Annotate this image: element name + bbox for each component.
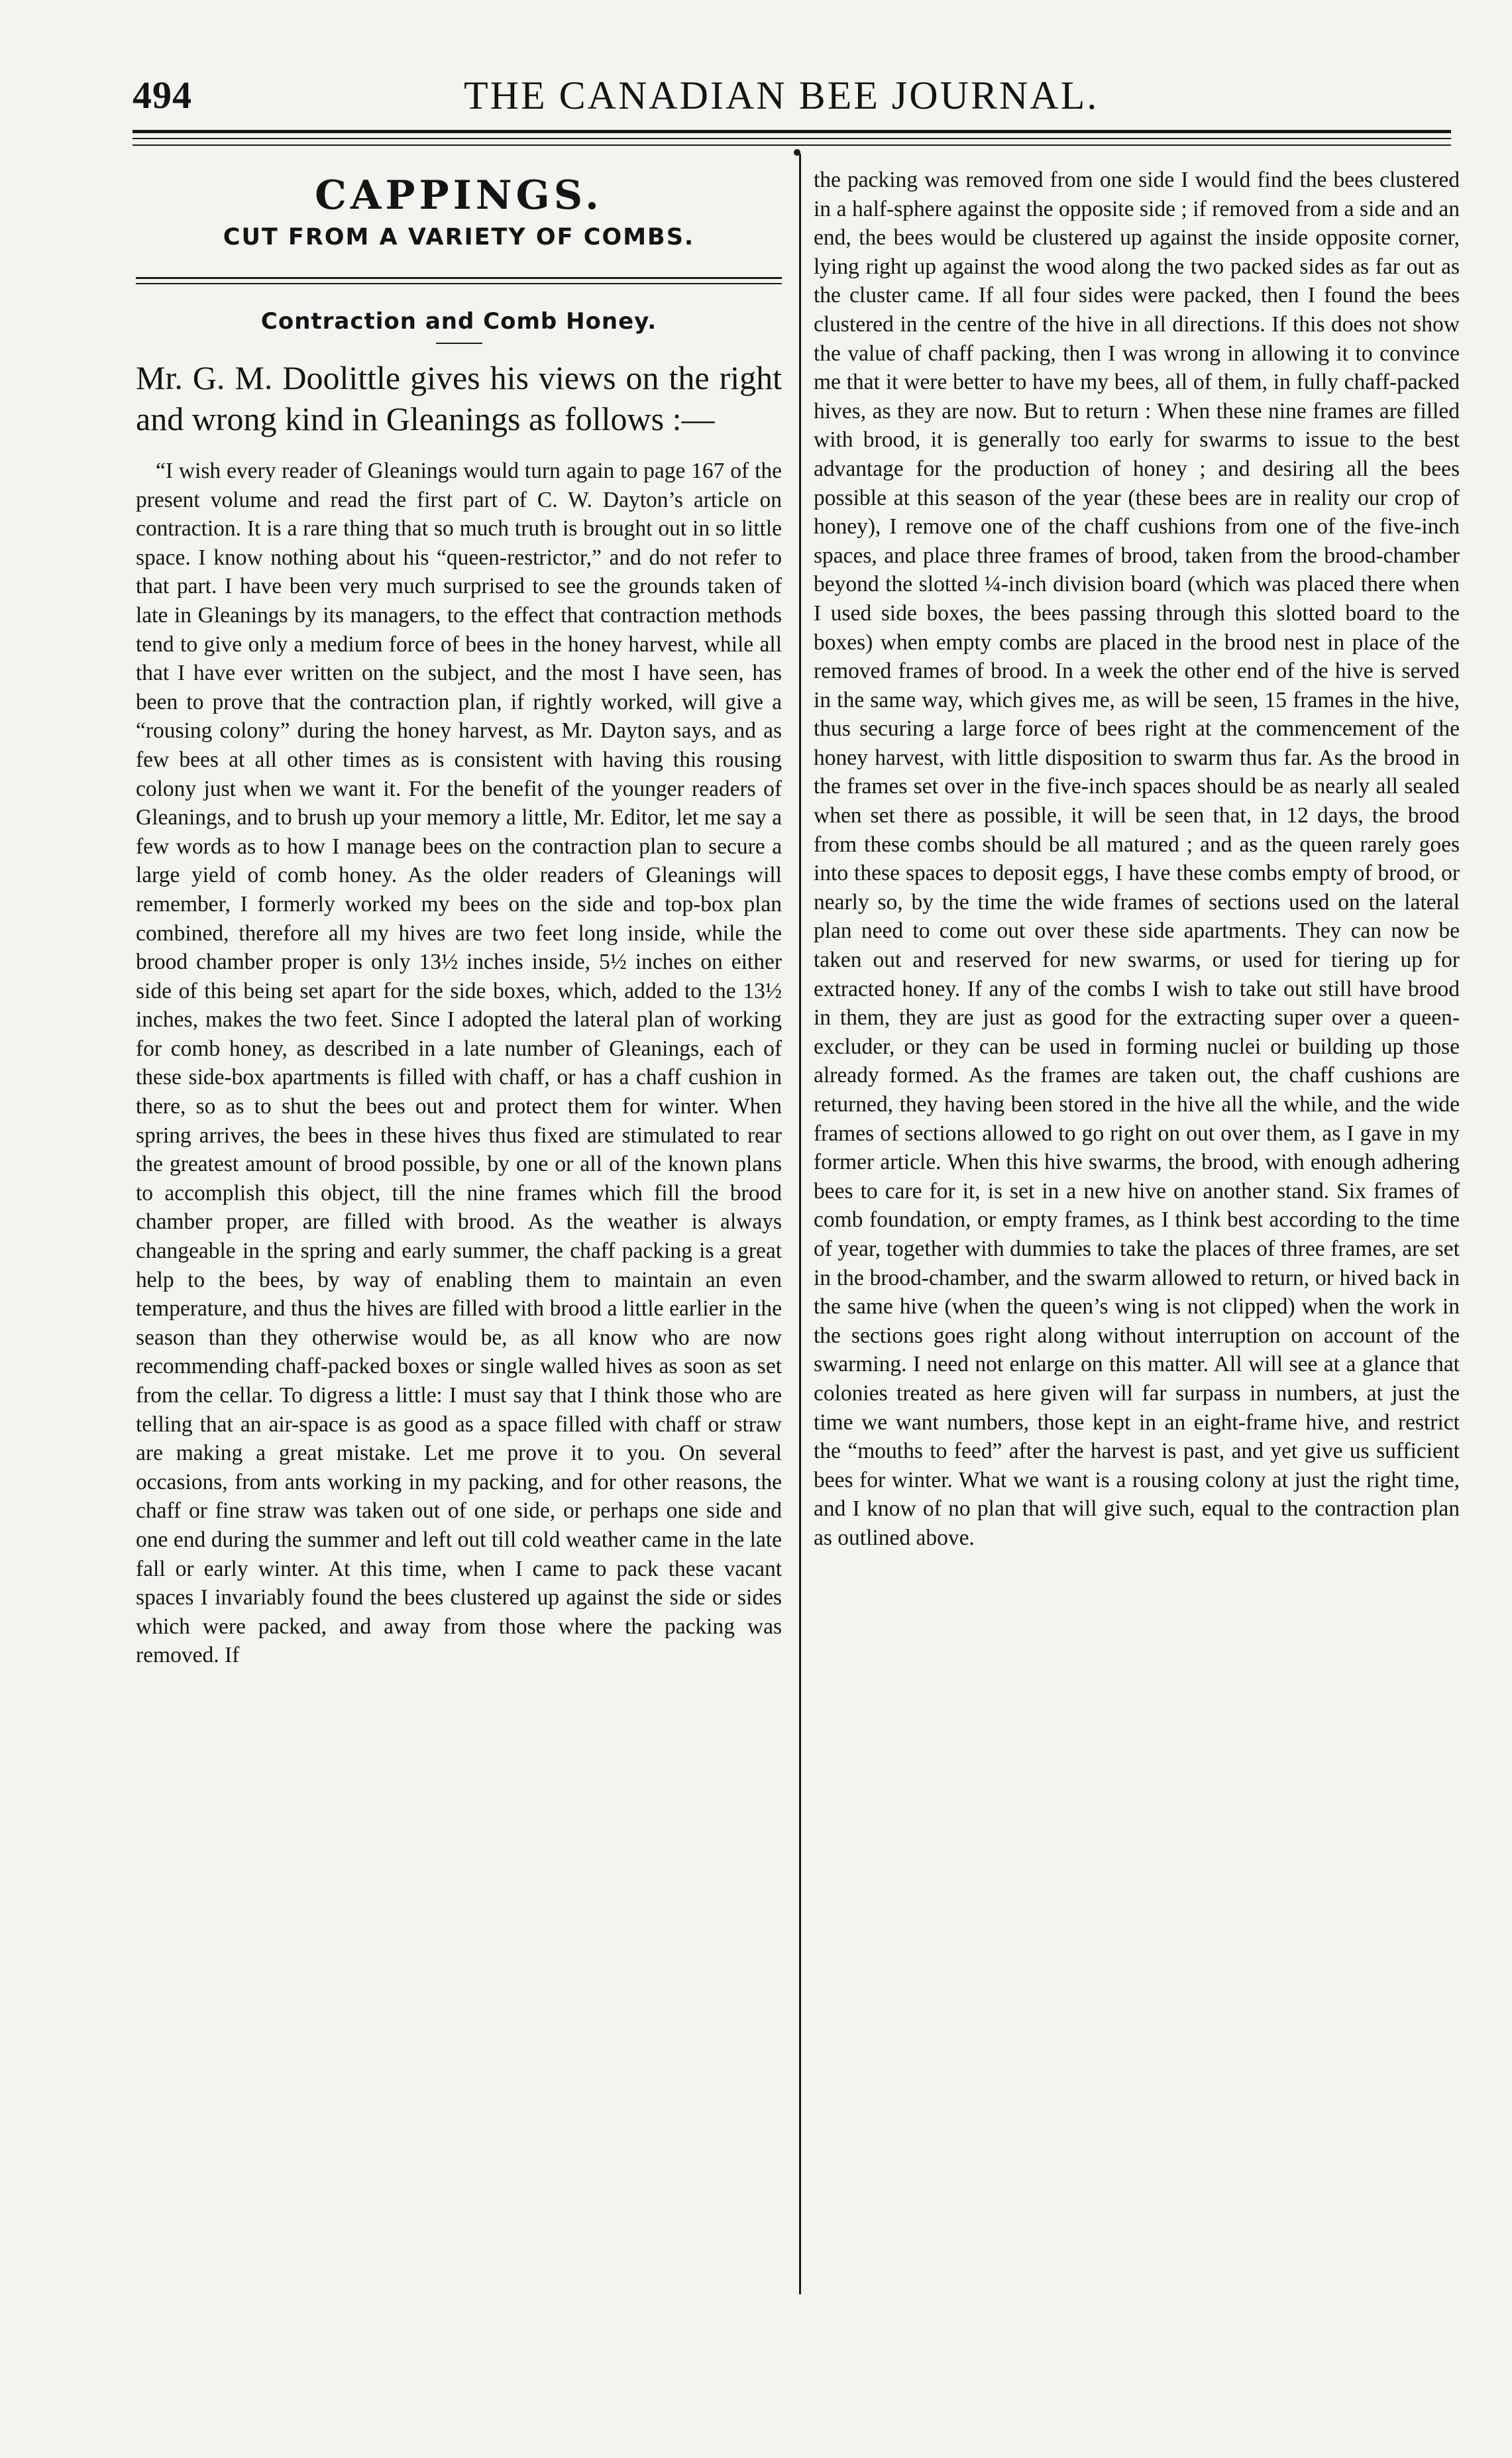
article-heading: Contraction and Comb Honey. (260, 308, 657, 335)
article-body-right: the packing was removed from one side I would find the bees clustered in a half-sphere against the opposite side ; if removed from a side and an end, the bees would be clustered up against the inside opposite corner, lying right up against the wood along the two packed sides as far out as the cluster came. If all four sides were packed, then I found the bees clustered in the centre of the hive in all directions. If this does not show the value of chaff packing, then I was wrong in allowing it to convince me that it were better to have my bees, all of them, in fully chaff-packed hives, as they are now. But to return : When these nine frames are filled with brood, it is generally too early for swarms to issue to the best advantage for the production of honey ; and desiring all the bees possible at this season of the year (these bees are in reality our crop of honey), I remove one of the chaff cushions from one of the five-inch spaces, and place three frames of brood, taken from the brood-chamber beyond the slotted ¼-inch division board (which was placed there when I used side boxes, the bees passing through this slotted board to the boxes) when empty combs are placed in the brood nest in place of the removed frames of brood. In a week the other end of the hive is served in the same way, which gives me, as will be seen, 15 frames in the hive, thus securing a large force of bees right at the commencement of the honey harvest, with little disposition to swarm thus far. As the brood in the frames set over in the five-inch spaces should be as nearly all sealed when set there as possible, it will be seen that, in 12 days, the brood from these combs should be all matured ; and as the queen rarely goes into these spaces to deposit eggs, I have these combs empty of brood, or nearly so, by the time the wide frames of sections used on the lateral plan need to come out over these side apartments. They can now be taken out and reserved for new swarms, or used for tiering up for extracted honey. If any of the combs I wish to take out still have brood in them, they are just as good for the extracting super over a queen-excluder, or they can be used in forming nuclei or building up those already formed. As the frames are taken out, the chaff cushions are returned, they having been stored in the hive all the while, and the wide frames of sections allowed to go right on out over them, as I gave in my former article. When this hive swarms, the brood, with enough adhering bees to care for it, is set in a new hive on another stand. Six frames of comb foundation, or empty frames, as I think best according to the time of year, together with dummies to take the places of three frames, are set in the brood-chamber, and the swarm allowed to return, or hived back in the same hive (when the queen’s wing is not clipped) when the work in the sections goes right along without interruption on account of the swarming. I need not enlarge on this matter. All will see at a glance that colonies treated as here given will far surpass in numbers, at just the time we want numbers, those kept in an eight-frame hive, and restrict the “mouths to feed” after the harvest is past, and yet give us sufficient bees for winter. What we want is a rousing colony at just the right time, and I know of no plan that will give such, equal to the contraction plan as outlined above. (814, 168, 1460, 1550)
page-number: 494 (133, 74, 192, 117)
journal-title: THE CANADIAN BEE JOURNAL. (464, 74, 1099, 117)
header-rule-top (133, 130, 1451, 133)
header-rule-third (133, 144, 1451, 146)
cappings-title: CAPPINGS. (315, 172, 603, 219)
heading-divider (436, 343, 482, 344)
page-header (133, 73, 1451, 126)
header-rule-bottom (133, 138, 1451, 139)
article-body-left: “I wish every reader of Gleanings would turn again to page 167 of the present volume and read the first part of C. W. Dayton’s article on contraction. It is a rare thing that so much truth is brought out in so little space. I know nothing about his “queen-restrictor,” and do not refer to that part. I have been very much surprised to see the grounds taken of late in Gleanings by its managers, to the effect that contraction methods tend to give only a medium force of bees in the honey harvest, while all that I have ever written on the subject, and the most I have seen, has been to prove that the contraction plan, if rightly worked, will give a “rousing colony” during the honey harvest, as Mr. Dayton says, and as few bees at all other times as is consistent with having this rousing colony just when we want it. For the benefit of the younger readers of Gleanings, and to brush up your memory a little, Mr. Editor, let me say a few words as to how I manage bees on the contraction plan to secure a large yield of comb honey. As the older readers of Gleanings will remember, I formerly worked my bees on the side and top-box plan combined, therefore all my hives are two feet long inside, while the brood chamber proper is only 13½ inches inside, 5½ inches on either side of this being set apart for the side boxes, which, added to the 13½ inches, makes the two feet. Since I adopted the lateral plan of working for comb honey, as described in a late number of Gleanings, each of these side-box apartments is filled with chaff, or has a chaff cushion in there, so as to shut the bees out and protect them for winter. When spring arrives, the bees in these hives thus fixed are stimulated to rear the greatest amount of brood possible, by one or all of the known plans to accomplish this object, till the nine frames which fill the brood chamber proper, are filled with brood. As the weather is always changeable in the spring and early summer, the chaff packing is a great help to the bees, by way of enabling them to maintain an even temperature, and thus the hives are filled with brood a little earlier in the season than they otherwise would be, as all know who are now recommending chaff-packed boxes or single walled hives as soon as set from the cellar. To digress a little: I must say that I think those who are telling that an air-space is as good as a space filled with chaff or straw are making a great mistake. Let me prove it to you. On several occasions, from ants working in my packing, and for other reasons, the chaff or fine straw was taken out of one side, or perhaps one side and one end during the summer and left out till cold weather came in the late fall or early winter. At this time, when I came to pack these vacant spaces I invariably found the bees clustered up against the side or sides which were packed, and away from those where the packing was removed. If (136, 459, 782, 1668)
section-rule-thin (136, 283, 782, 284)
section-rule (136, 277, 782, 279)
right-column (814, 166, 1460, 1553)
cappings-subtitle: CUT FROM A VARIETY OF COMBS. (223, 224, 695, 251)
left-column (136, 166, 782, 1670)
column-divider (799, 154, 801, 2294)
article-lead: Mr. G. M. Doolittle gives his views on the right and wrong kind in Gleanings as follows :— (136, 359, 782, 437)
